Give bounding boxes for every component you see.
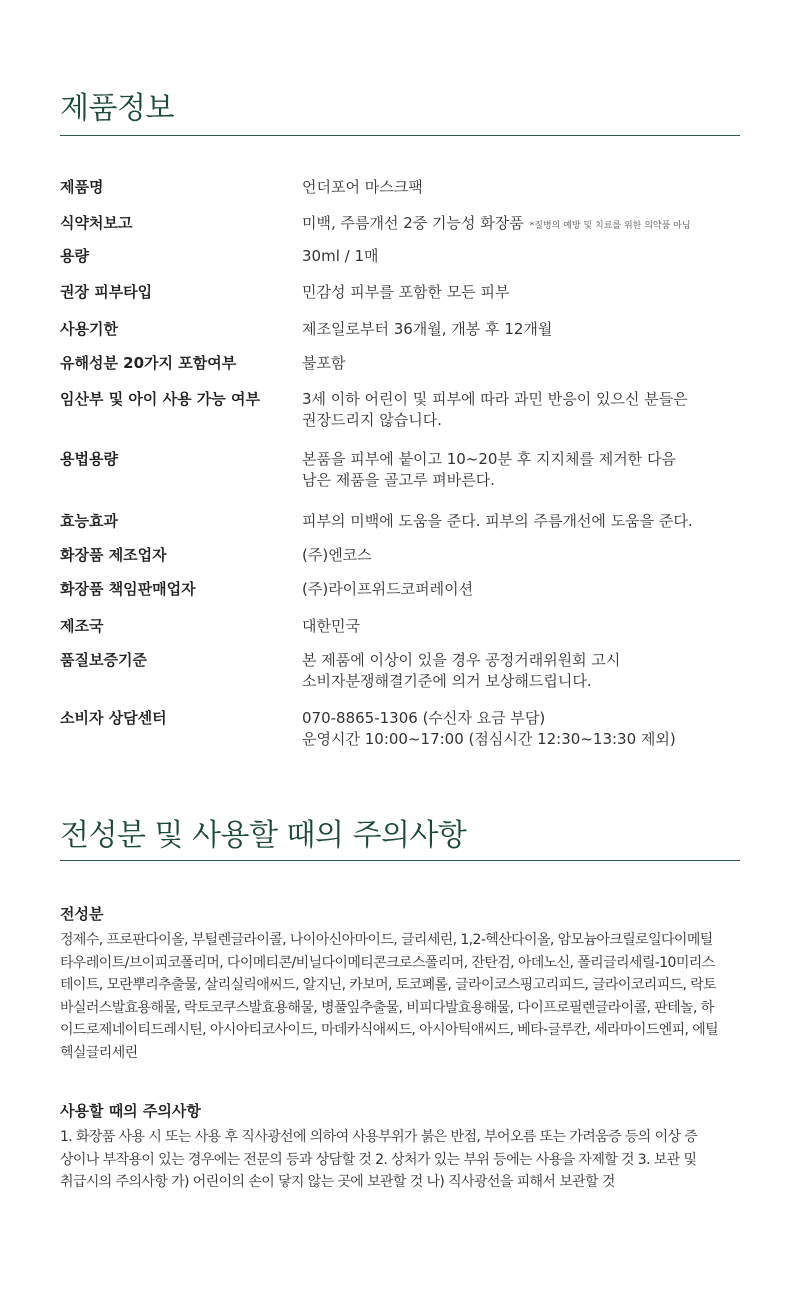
info-row-value xyxy=(302,511,742,532)
info-row-label: 화장품 책임판매업자 xyxy=(60,580,196,598)
info-value-line: 대한민국 xyxy=(302,617,360,635)
ingredients-list xyxy=(60,929,740,1064)
info-value-line: (주)엔코스 xyxy=(302,546,372,564)
info-row-value xyxy=(302,650,742,692)
ingredients-section-divider xyxy=(60,860,740,861)
ingredients-heading: 전성분 xyxy=(60,905,104,923)
info-row-value xyxy=(302,282,742,303)
info-value-line: 피부의 미백에 도움을 준다. 피부의 주름개선에 도움을 준다. xyxy=(302,512,693,530)
info-value-line: 본품을 피부에 붙이고 10~20분 후 지지체를 제거한 다음 xyxy=(302,450,676,468)
info-row-label: 화장품 제조업자 xyxy=(60,546,167,564)
info-row-label: 임산부 및 아이 사용 가능 여부 xyxy=(60,390,260,408)
caution-line: 상이나 부작용이 있는 경우에는 전문의 등과 상담할 것 2. 상처가 있는 부위 등에는 사용을 자제할 것 3. 보관 및 xyxy=(60,1151,697,1168)
info-row-value xyxy=(302,353,742,374)
ingredients-line: 헥실글리세린 xyxy=(60,1044,138,1061)
info-value-line: 070-8865-1306 (수신자 요금 부담) xyxy=(302,709,546,727)
info-value-line: 3세 이하 어린이 및 피부에 따라 과민 반응이 있으신 분들은 xyxy=(302,390,688,408)
info-value-line: 불포함 xyxy=(302,354,346,372)
info-row-label: 품질보증기준 xyxy=(60,651,147,669)
info-row-label: 소비자 상담센터 xyxy=(60,709,167,727)
info-value-line: 운영시간 10:00~17:00 (점심시간 12:30~13:30 제외) xyxy=(302,730,676,748)
caution-heading: 사용할 때의 주의사항 xyxy=(60,1102,201,1120)
caution-line: 1. 화장품 사용 시 또는 사용 후 직사광선에 의하여 사용부위가 붉은 반점, 부어오름 또는 가려움증 등의 이상 증 xyxy=(60,1129,698,1145)
info-value-line: 30ml / 1매 xyxy=(302,247,379,265)
info-value-line: 소비자분쟁해결기준에 의거 보상해드립니다. xyxy=(302,672,592,690)
info-value-line: 본 제품에 이상이 있을 경우 공정거래위원회 고시 xyxy=(302,651,621,669)
info-value-line: 언더포어 마스크팩 xyxy=(302,178,423,196)
info-row-value xyxy=(302,579,742,600)
product-info-title: 제품정보 xyxy=(60,91,174,126)
info-row-value xyxy=(302,545,742,566)
info-row-label: 제품명 xyxy=(60,178,104,196)
info-value-note: *질병의 예방 및 치료를 위한 의약품 아님 xyxy=(529,221,691,231)
info-row-label: 식약처보고 xyxy=(60,214,133,232)
info-value-line: 제조일로부터 36개월, 개봉 후 12개월 xyxy=(302,320,553,338)
info-row-value xyxy=(302,213,742,237)
caution-line: 취급시의 주의사항 가) 어린이의 손이 닿지 않는 곳에 보관할 것 나) 직사광선을 피해서 보관할 것 xyxy=(60,1174,615,1190)
info-value-line: 권장드리지 않습니다. xyxy=(302,411,442,429)
info-row-value xyxy=(302,616,742,637)
product-info-divider xyxy=(60,135,740,136)
info-row-value xyxy=(302,389,742,431)
ingredients-line: 바실러스발효용해물, 락토코쿠스발효용해물, 병풀잎추출물, 비피다발효용해물, 다이프로필렌글라이콜, 판테놀, 하 xyxy=(60,999,714,1016)
info-value-line: 남은 제품을 골고루 펴바른다. xyxy=(302,471,495,489)
info-row-label: 권장 피부타입 xyxy=(60,283,153,301)
info-row-label: 효능효과 xyxy=(60,512,118,530)
info-row-label: 용법용량 xyxy=(60,450,118,468)
info-row-value xyxy=(302,708,742,750)
info-row-label: 용량 xyxy=(60,247,89,265)
ingredients-line: 정제수, 프로판다이올, 부틸렌글라이콜, 나이아신아마이드, 글리세린, 1,2-헥산다이올, 암모늄아크릴로일다이메틸 xyxy=(60,932,713,948)
info-row-label: 유해성분 20가지 포함여부 xyxy=(60,354,237,372)
ingredients-line: 테이트, 모란뿌리추출물, 살리실릭애씨드, 알지닌, 카보머, 토코페롤, 글라이코스핑고리피드, 글라이코리피드, 락토 xyxy=(60,977,717,993)
info-row-label: 사용기한 xyxy=(60,320,118,338)
info-value-line xyxy=(302,213,742,237)
ingredients-line: 이드로제네이티드레시틴, 아시아티코사이드, 마데카식애씨드, 아시아틱애씨드, 베타-글루칸, 세라마이드엔피, 에틸 xyxy=(60,1022,719,1038)
info-row-value xyxy=(302,246,742,267)
info-row-value xyxy=(302,449,742,491)
info-value-line: 민감성 피부를 포함한 모든 피부 xyxy=(302,283,510,301)
caution-text xyxy=(60,1126,740,1194)
info-row-value xyxy=(302,177,742,198)
info-row-value xyxy=(302,319,742,340)
ingredients-section-title: 전성분 및 사용할 때의 주의사항 xyxy=(60,818,467,853)
ingredients-line: 타우레이트/브이피코폴리머, 다이메티콘/비닐다이메티콘크로스폴리머, 잔탄검, 아데노신, 폴리글리세릴-10미리스 xyxy=(60,954,715,971)
info-value-text: 미백, 주름개선 2중 기능성 화장품 xyxy=(302,214,524,232)
info-row-label: 제조국 xyxy=(60,617,104,635)
info-value-line: (주)라이프위드코퍼레이션 xyxy=(302,580,474,598)
